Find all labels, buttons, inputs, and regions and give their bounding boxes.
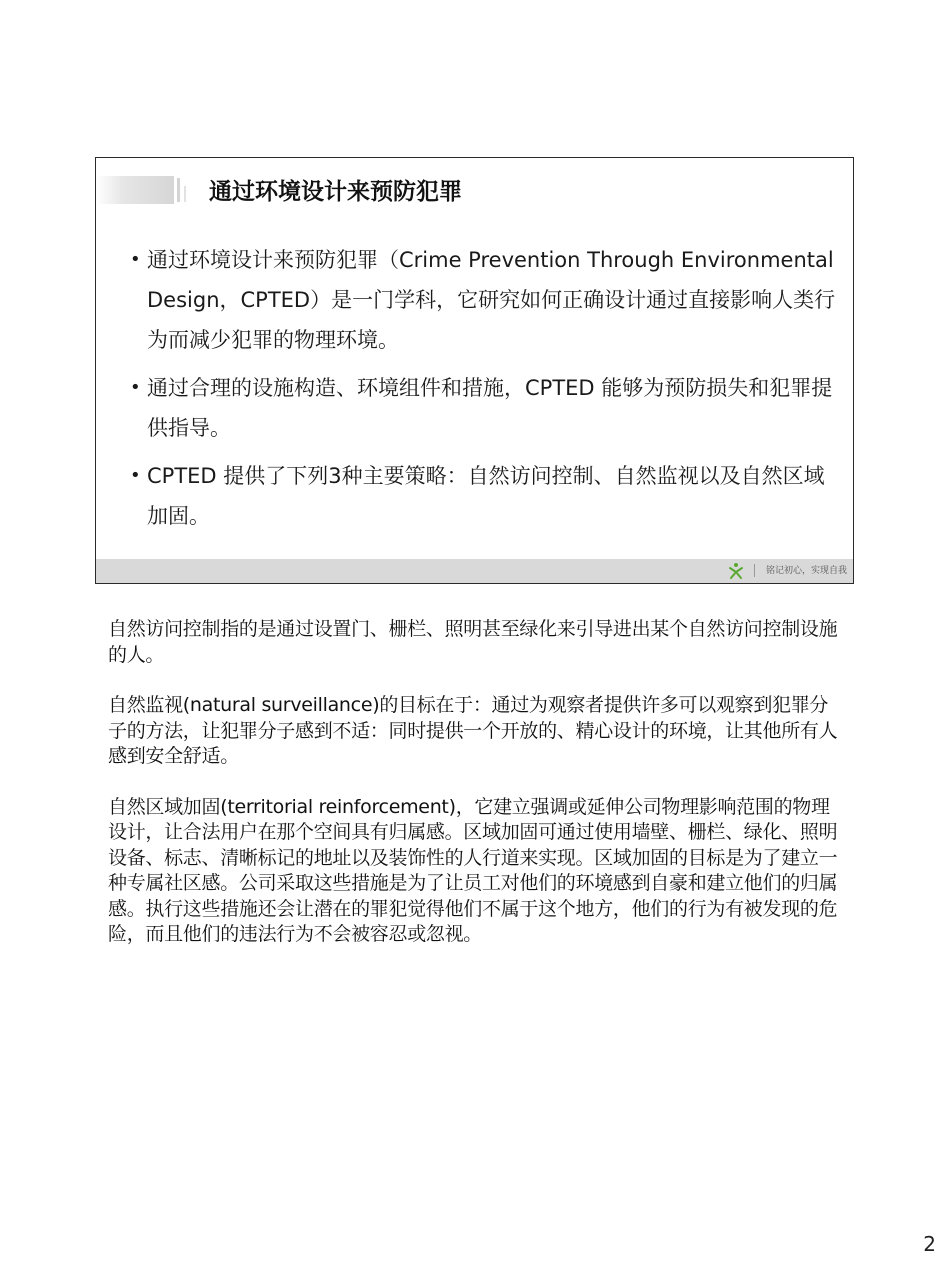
bullet-item xyxy=(126,368,841,448)
title-accent-tick xyxy=(177,178,180,202)
note-paragraph: 自然访问控制指的是通过设置门、栅栏、照明甚至绿化来引导进出某个自然访问控制设施的人。 xyxy=(108,618,838,666)
bullet-list xyxy=(126,240,841,544)
bullet-text: CPTED 提供了下列3种主要策略：自然访问控制、自然监视以及自然区域加固。 xyxy=(147,464,825,528)
slide-frame xyxy=(95,157,854,584)
bullet-item xyxy=(126,240,841,360)
bullet-dot-icon: • xyxy=(130,249,141,270)
note-paragraph: 自然区域加固(territorial reinforcement)，它建立强调或延伸公司物理影响范围的物理设计，让合法用户在那个空间具有归属感。区域加固可通过使用墙壁、栅栏、绿化、照明设备、标志、清晰标记的地址以及装饰性的人行道来实现。区域加固的目标是为了建立一种专属社区感。公司采取这些措施是为了让员工对他们的环境感到自豪和建立他们的归属感。执行这些措施还会让潜在的罪犯觉得他们不属于这个地方，他们的行为有被发现的危险，而且他们的违法行为不会被容忍或忽视。 xyxy=(108,795,838,945)
bullet-dot-icon: • xyxy=(130,377,141,398)
slide-footer xyxy=(96,559,853,583)
title-accent-bar xyxy=(96,176,174,204)
title-accent-tick xyxy=(184,186,186,202)
bullet-item xyxy=(126,456,841,536)
footer-divider xyxy=(754,564,755,577)
note-paragraph: 自然监视(natural surveillance)的目标在于：通过为观察者提供许多可以观察到犯罪分子的方法，让犯罪分子感到不适：同时提供一个开放的、精心设计的环境，让其他所有人感到安全舒适。 xyxy=(108,694,838,767)
page-number: 2 xyxy=(923,1232,936,1256)
bullet-text: 通过环境设计来预防犯罪（Crime Prevention Through Environmental Design，CPTED）是一门学科，它研究如何正确设计通过直接影响人类行为而减少犯罪的物理环境。 xyxy=(147,248,836,352)
green-person-icon xyxy=(727,562,745,580)
slide-title: 通过环境设计来预防犯罪 xyxy=(209,179,462,205)
notes-section xyxy=(108,617,843,973)
bullet-text: 通过合理的设施构造、环境组件和措施，CPTED 能够为预防损失和犯罪提供指导。 xyxy=(147,376,833,440)
bullet-dot-icon: • xyxy=(130,465,141,486)
footer-slogan: 铭记初心，实现自我 xyxy=(765,566,847,576)
